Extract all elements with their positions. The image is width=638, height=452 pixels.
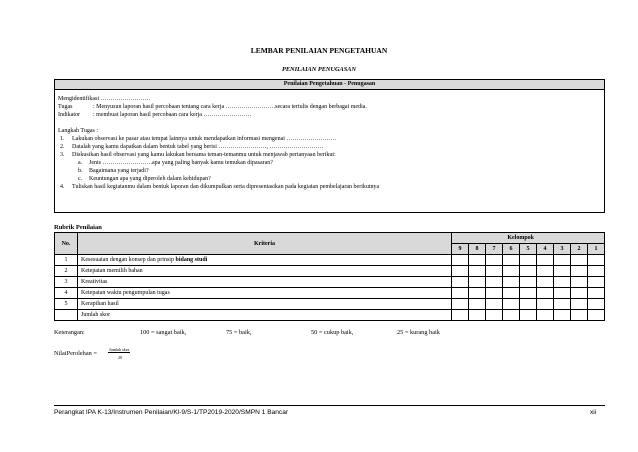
row-kriteria [78, 255, 452, 266]
table-row [55, 255, 605, 266]
row-number: 2 [55, 266, 78, 277]
row-kriteria [78, 299, 452, 310]
table-row [55, 277, 605, 288]
score-cell[interactable] [537, 255, 554, 266]
score-cell[interactable] [554, 299, 571, 310]
score-cell[interactable] [588, 288, 605, 299]
group-header-cell: 7 [486, 244, 503, 255]
group-header-cell: 8 [469, 244, 486, 255]
step-text: Diskusikan hasil observasi yang kamu lakukan bersama teman-temanmu untuk menjawab pertanyaan berikut: [72, 152, 336, 158]
row-number: 3 [55, 277, 78, 288]
score-cell[interactable] [469, 299, 486, 310]
score-cell[interactable] [469, 277, 486, 288]
total-label: Jumlah skor [78, 310, 452, 321]
score-cell[interactable] [486, 277, 503, 288]
col-kriteria-header: Kriteria [78, 233, 452, 255]
keterangan-item: 50 = cukup baik, [311, 329, 354, 336]
score-cell[interactable] [452, 299, 469, 310]
score-cell[interactable] [588, 299, 605, 310]
table-row [55, 288, 605, 299]
nilai-numerator: Jumlah skor [109, 347, 130, 352]
col-no-header: No. [55, 233, 78, 255]
score-cell[interactable] [571, 299, 588, 310]
indikator-label: Indikator [58, 112, 80, 118]
step-text: Lakukan observasi ke pasar atau tempat lainnya untuk mendapatkan informasi mengenai ……………………. [72, 136, 336, 142]
score-cell[interactable] [520, 266, 537, 277]
page-title: LEMBAR PENILAIAN PENGETAHUAN [250, 46, 388, 55]
kriteria-text: Ketepatan memilih bahan [81, 268, 143, 274]
substep-num: c. [78, 176, 83, 182]
score-cell[interactable] [503, 299, 520, 310]
keterangan-item: 100 = sangat baik, [140, 329, 187, 336]
row-kriteria [78, 266, 452, 277]
total-score-cell[interactable] [588, 310, 605, 321]
score-cell[interactable] [571, 277, 588, 288]
score-cell[interactable] [503, 255, 520, 266]
row-number: 5 [55, 299, 78, 310]
keterangan-label: Keterangan: [54, 329, 85, 336]
score-cell[interactable] [486, 299, 503, 310]
score-cell[interactable] [486, 266, 503, 277]
step-num: 4. [60, 184, 65, 190]
score-cell[interactable] [520, 299, 537, 310]
nilai-denominator: 20 [118, 355, 123, 360]
total-score-cell[interactable] [486, 310, 503, 321]
total-score-cell[interactable] [537, 310, 554, 321]
group-header-cell: 1 [588, 244, 605, 255]
page-subtitle: PENILAIAN PENUGASAN [281, 66, 356, 73]
score-cell[interactable] [486, 255, 503, 266]
group-header-cell: 6 [503, 244, 520, 255]
score-cell[interactable] [503, 288, 520, 299]
score-cell[interactable] [554, 266, 571, 277]
group-header-cell: 5 [520, 244, 537, 255]
rubric-title: Rubrik Penilaian [54, 224, 102, 231]
score-cell[interactable] [554, 288, 571, 299]
step-text: Datalah yang kamu dapatkan dalam bentuk tabel yang berisi ……………………, ……………………… [72, 144, 324, 150]
keterangan-item: 75 = baik, [226, 329, 252, 336]
score-cell[interactable] [452, 277, 469, 288]
col-kelompok-header: Kelompok [452, 233, 605, 244]
row-kriteria [78, 288, 452, 299]
substep-num: b. [78, 168, 83, 174]
total-score-cell[interactable] [452, 310, 469, 321]
kriteria-text: Kesesuaian dengan konsep dan prinsip [81, 257, 176, 263]
total-score-cell[interactable] [571, 310, 588, 321]
group-header-cell: 4 [537, 244, 554, 255]
indikator-text: : membuat laporan hasil percobaan cara kerja …………………… [93, 112, 252, 118]
rubric-body [55, 255, 605, 321]
score-cell[interactable] [503, 266, 520, 277]
tugas-text: : Menyusun laporan hasil percobaan tentang cara kerja …………………….secara tertulis dengan berbagai media. [93, 104, 367, 110]
substep-text: Keuntungan apa yang diperoleh dalam kehidupan? [89, 176, 211, 182]
total-score-cell[interactable] [469, 310, 486, 321]
score-cell[interactable] [537, 299, 554, 310]
score-cell[interactable] [537, 266, 554, 277]
score-cell[interactable] [554, 255, 571, 266]
row-number: 4 [55, 288, 78, 299]
empty-cell [55, 310, 78, 321]
tugas-label: Tugas [58, 104, 73, 110]
total-row [55, 310, 605, 321]
row-kriteria [78, 277, 452, 288]
score-cell[interactable] [503, 277, 520, 288]
score-cell[interactable] [537, 277, 554, 288]
score-cell[interactable] [469, 288, 486, 299]
task-box-body [55, 90, 605, 213]
step-num: 2. [60, 144, 65, 150]
kriteria-text: Kreativitas [81, 279, 108, 285]
kriteria-bold-text: bidang studi [175, 257, 208, 263]
page-number: xii [590, 409, 597, 416]
score-cell[interactable] [452, 255, 469, 266]
langkah-title: Langkah Tugas : [58, 128, 99, 134]
total-score-cell[interactable] [503, 310, 520, 321]
step-num: 3. [60, 152, 65, 158]
score-cell[interactable] [588, 255, 605, 266]
score-cell[interactable] [452, 288, 469, 299]
footer-divider [54, 405, 605, 406]
score-cell[interactable] [554, 277, 571, 288]
step-text: Tuliskan hasil kegiatanmu dalam bentuk laporan dan dikumpulkan serta dipresentasikan pada kegiatan pembelajaran berikutnya [72, 184, 380, 190]
score-cell[interactable] [452, 266, 469, 277]
score-cell[interactable] [571, 255, 588, 266]
kriteria-text: Kerapihan hasil [81, 301, 119, 307]
score-cell[interactable] [588, 277, 605, 288]
table-row [55, 266, 605, 277]
keterangan-item: 25 = kurang baik [397, 329, 440, 336]
step-num: 1. [60, 136, 65, 142]
nilai-label: NilaiPerolehan = [54, 350, 97, 357]
score-cell[interactable] [571, 266, 588, 277]
score-cell[interactable] [520, 255, 537, 266]
task-box [54, 79, 605, 213]
substep-num: a. [78, 160, 83, 166]
total-score-cell[interactable] [554, 310, 571, 321]
table-row [55, 299, 605, 310]
kriteria-text: Ketepatan waktu pengumpulan tugas [81, 290, 170, 296]
footer-text: Perangkat IPA K-13/Instrumen Penilaian/Kl-9/S-1/TP2019-2020/SMPN 1 Bancar [54, 409, 289, 416]
substep-text: Jenis …………………….apa yang paling banyak kamu temukan dipasaran? [89, 160, 273, 166]
group-header-cell: 9 [452, 244, 469, 255]
substep-text: Bagaimana yang terjadi? [89, 168, 149, 174]
row-number: 1 [55, 255, 78, 266]
score-cell[interactable] [469, 255, 486, 266]
score-cell[interactable] [520, 277, 537, 288]
score-cell[interactable] [469, 266, 486, 277]
task-box-header: Penilaian Pengetahuan - Penugasan [55, 80, 605, 90]
identifikasi-text: Mengidentifikasi ……………………. [58, 96, 150, 102]
score-cell[interactable] [571, 288, 588, 299]
group-header-cell: 2 [571, 244, 588, 255]
total-score-cell[interactable] [520, 310, 537, 321]
group-header-cell: 3 [554, 244, 571, 255]
score-cell[interactable] [486, 288, 503, 299]
score-cell[interactable] [537, 288, 554, 299]
score-cell[interactable] [520, 288, 537, 299]
score-cell[interactable] [588, 266, 605, 277]
rubric-table [54, 232, 605, 321]
